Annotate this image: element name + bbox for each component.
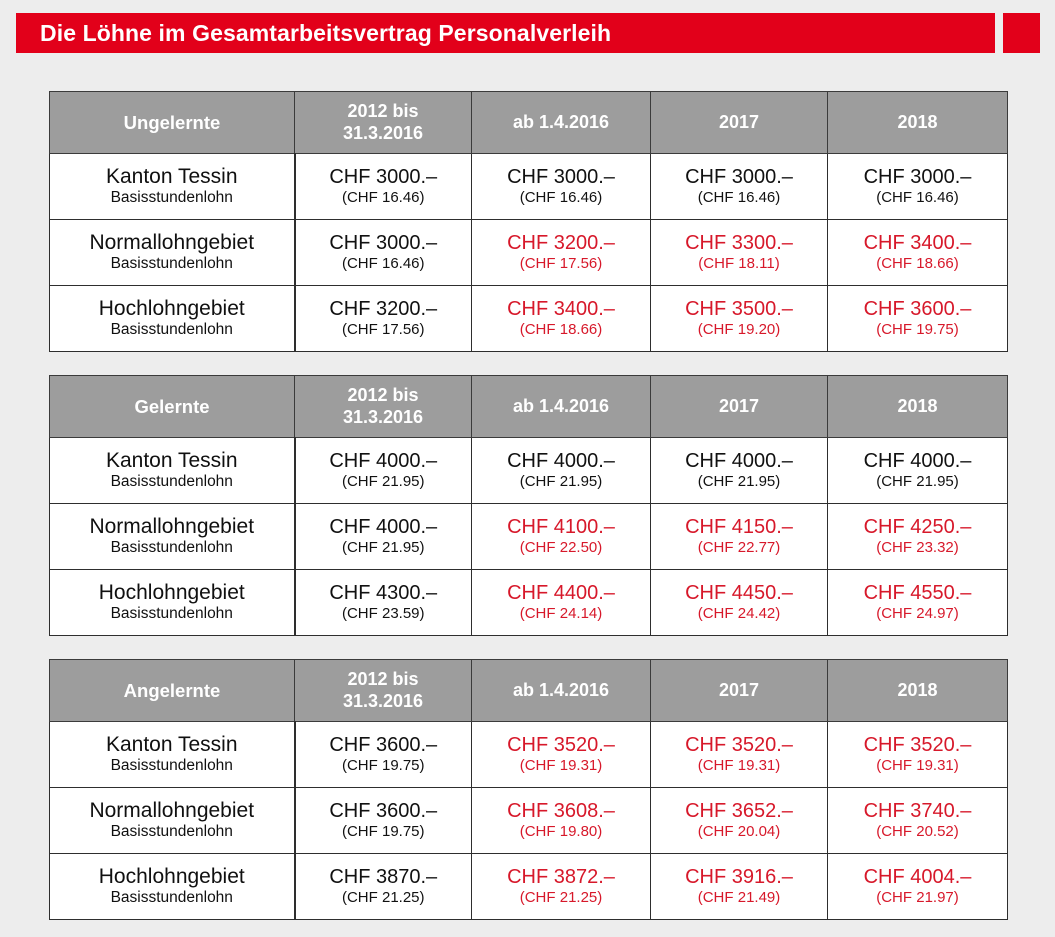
monthly-wage-value: CHF 3200.–	[329, 297, 438, 320]
hourly-wage-value: (CHF 18.66)	[519, 321, 603, 339]
wage-table-ungelernte	[49, 91, 1008, 352]
monthly-wage-value: CHF 3870.–	[329, 865, 438, 888]
column-header-category: Angelernte	[50, 660, 295, 722]
table-header-row	[50, 660, 1008, 722]
hourly-wage-value: (CHF 22.50)	[519, 539, 603, 557]
wage-value-cell	[651, 220, 828, 286]
column-header-line-2: 31.3.2016	[342, 122, 424, 143]
monthly-wage-value: CHF 4000.–	[685, 449, 793, 472]
monthly-wage-value: CHF 4400.–	[507, 581, 615, 604]
row-label-cell	[50, 722, 295, 788]
monthly-wage-value: CHF 3000.–	[329, 231, 438, 254]
row-label-cell	[50, 154, 295, 220]
hourly-wage-value: (CHF 21.95)	[519, 473, 603, 491]
wage-value-cell	[472, 504, 651, 570]
wage-value-cell	[828, 220, 1008, 286]
wage-value-cell	[472, 570, 651, 636]
hourly-wage-value: (CHF 21.25)	[519, 889, 603, 907]
monthly-wage-value: CHF 4000.–	[329, 515, 438, 538]
hourly-wage-value: (CHF 19.31)	[876, 757, 959, 775]
column-header-period-2018: 2018	[828, 376, 1008, 438]
wage-value-cell	[828, 570, 1008, 636]
hourly-wage-value: (CHF 19.75)	[876, 321, 959, 339]
column-header-line-1: 2012 bis	[347, 101, 419, 122]
wage-value-cell	[651, 438, 828, 504]
wage-table-gelernte	[49, 375, 1008, 636]
hourly-wage-value: (CHF 24.97)	[876, 605, 959, 623]
wage-value-cell	[295, 154, 472, 220]
wage-tables-container	[49, 91, 1007, 920]
row-sublabel: Basisstundenlohn	[110, 889, 233, 907]
hourly-wage-value: (CHF 16.46)	[876, 189, 959, 207]
wage-value-cell	[828, 438, 1008, 504]
wage-value-cell	[651, 286, 828, 352]
table-row	[50, 722, 1008, 788]
monthly-wage-value: CHF 3200.–	[507, 231, 615, 254]
row-sublabel: Basisstundenlohn	[110, 539, 233, 557]
column-header-period-2017: 2017	[651, 376, 828, 438]
row-label: Normallohngebiet	[89, 231, 255, 255]
table-header-row	[50, 376, 1008, 438]
wage-value-cell	[295, 854, 472, 920]
monthly-wage-value: CHF 3520.–	[685, 733, 793, 756]
title-banner-main	[16, 13, 995, 53]
wage-value-cell	[651, 570, 828, 636]
table-row	[50, 504, 1008, 570]
hourly-wage-value: (CHF 19.75)	[341, 823, 425, 841]
row-label: Hochlohngebiet	[98, 865, 245, 889]
monthly-wage-value: CHF 3400.–	[507, 297, 615, 320]
monthly-wage-value: CHF 4004.–	[863, 865, 972, 888]
column-header-period-2016: ab 1.4.2016	[472, 660, 651, 722]
monthly-wage-value: CHF 3740.–	[863, 799, 972, 822]
wage-value-cell	[828, 854, 1008, 920]
wage-value-cell	[828, 788, 1008, 854]
column-header-period-2018: 2018	[828, 660, 1008, 722]
title-banner	[16, 13, 1040, 53]
table-row	[50, 854, 1008, 920]
column-header-period-2016: ab 1.4.2016	[472, 376, 651, 438]
wage-value-cell	[828, 722, 1008, 788]
hourly-wage-value: (CHF 17.56)	[519, 255, 603, 273]
monthly-wage-value: CHF 3520.–	[507, 733, 615, 756]
wage-value-cell	[295, 722, 472, 788]
column-header-line-1: 2012 bis	[347, 385, 419, 406]
hourly-wage-value: (CHF 24.14)	[519, 605, 603, 623]
monthly-wage-value: CHF 3608.–	[507, 799, 615, 822]
column-header-period-2017: 2017	[651, 660, 828, 722]
monthly-wage-value: CHF 3520.–	[863, 733, 972, 756]
monthly-wage-value: CHF 3300.–	[685, 231, 793, 254]
page-title: Die Löhne im Gesamtarbeitsvertrag Personalverleih	[40, 19, 612, 46]
monthly-wage-value: CHF 3000.–	[507, 165, 615, 188]
hourly-wage-value: (CHF 21.95)	[697, 473, 781, 491]
column-header-period-2018: 2018	[828, 92, 1008, 154]
column-header-period-2012	[295, 92, 472, 154]
wage-value-cell	[472, 722, 651, 788]
wage-value-cell	[295, 286, 472, 352]
monthly-wage-value: CHF 3000.–	[863, 165, 972, 188]
monthly-wage-value: CHF 3500.–	[685, 297, 793, 320]
row-label: Normallohngebiet	[89, 515, 255, 539]
row-sublabel: Basisstundenlohn	[110, 757, 233, 775]
row-label: Normallohngebiet	[89, 799, 255, 823]
wage-value-cell	[295, 220, 472, 286]
wage-value-cell	[472, 438, 651, 504]
column-header-category: Ungelernte	[50, 92, 295, 154]
wage-value-cell	[651, 722, 828, 788]
hourly-wage-value: (CHF 24.42)	[697, 605, 781, 623]
monthly-wage-value: CHF 4300.–	[329, 581, 438, 604]
row-label-cell	[50, 504, 295, 570]
hourly-wage-value: (CHF 18.11)	[698, 255, 780, 273]
row-label: Kanton Tessin	[105, 733, 238, 757]
monthly-wage-value: CHF 4250.–	[863, 515, 972, 538]
column-header-line-2: 31.3.2016	[342, 690, 424, 711]
wage-value-cell	[295, 438, 472, 504]
row-label: Hochlohngebiet	[98, 581, 245, 605]
table-row	[50, 220, 1008, 286]
wage-value-cell	[295, 570, 472, 636]
row-sublabel: Basisstundenlohn	[110, 823, 233, 841]
row-label-cell	[50, 438, 295, 504]
table-row	[50, 438, 1008, 504]
hourly-wage-value: (CHF 19.80)	[519, 823, 603, 841]
hourly-wage-value: (CHF 21.49)	[697, 889, 781, 907]
hourly-wage-value: (CHF 16.46)	[697, 189, 781, 207]
hourly-wage-value: (CHF 19.31)	[519, 757, 603, 775]
wage-value-cell	[295, 504, 472, 570]
row-sublabel: Basisstundenlohn	[110, 605, 233, 623]
row-label: Kanton Tessin	[105, 449, 238, 473]
row-sublabel: Basisstundenlohn	[110, 321, 233, 339]
table-row	[50, 570, 1008, 636]
table-row	[50, 154, 1008, 220]
monthly-wage-value: CHF 3652.–	[685, 799, 793, 822]
wage-value-cell	[828, 286, 1008, 352]
column-header-line-1: 2012 bis	[347, 669, 419, 690]
table-row	[50, 788, 1008, 854]
row-sublabel: Basisstundenlohn	[110, 255, 233, 273]
monthly-wage-value: CHF 3400.–	[863, 231, 972, 254]
column-header-period-2012	[295, 660, 472, 722]
wage-value-cell	[651, 504, 828, 570]
row-label-cell	[50, 854, 295, 920]
hourly-wage-value: (CHF 21.97)	[876, 889, 959, 907]
row-label-cell	[50, 220, 295, 286]
column-header-period-2017: 2017	[651, 92, 828, 154]
wage-value-cell	[472, 788, 651, 854]
hourly-wage-value: (CHF 21.95)	[876, 473, 959, 491]
monthly-wage-value: CHF 4000.–	[329, 449, 438, 472]
title-banner-tab	[1003, 13, 1040, 53]
column-header-category: Gelernte	[50, 376, 295, 438]
row-label-cell	[50, 788, 295, 854]
monthly-wage-value: CHF 4150.–	[685, 515, 793, 538]
hourly-wage-value: (CHF 21.95)	[341, 473, 425, 491]
row-sublabel: Basisstundenlohn	[110, 473, 233, 491]
monthly-wage-value: CHF 3600.–	[863, 297, 972, 320]
hourly-wage-value: (CHF 20.04)	[697, 823, 781, 841]
monthly-wage-value: CHF 3872.–	[507, 865, 615, 888]
hourly-wage-value: (CHF 19.31)	[697, 757, 781, 775]
monthly-wage-value: CHF 4550.–	[863, 581, 972, 604]
monthly-wage-value: CHF 3600.–	[329, 799, 438, 822]
hourly-wage-value: (CHF 17.56)	[341, 321, 425, 339]
column-header-period-2016: ab 1.4.2016	[472, 92, 651, 154]
hourly-wage-value: (CHF 21.95)	[341, 539, 425, 557]
hourly-wage-value: (CHF 23.32)	[876, 539, 959, 557]
table-header-row	[50, 92, 1008, 154]
wage-value-cell	[472, 286, 651, 352]
wage-value-cell	[828, 154, 1008, 220]
monthly-wage-value: CHF 3000.–	[685, 165, 793, 188]
wage-value-cell	[472, 854, 651, 920]
row-label: Hochlohngebiet	[98, 297, 245, 321]
monthly-wage-value: CHF 3916.–	[685, 865, 793, 888]
wage-value-cell	[295, 788, 472, 854]
row-sublabel: Basisstundenlohn	[110, 189, 233, 207]
wage-value-cell	[472, 220, 651, 286]
hourly-wage-value: (CHF 18.66)	[876, 255, 959, 273]
wage-value-cell	[651, 154, 828, 220]
monthly-wage-value: CHF 4100.–	[507, 515, 615, 538]
hourly-wage-value: (CHF 16.46)	[341, 189, 425, 207]
monthly-wage-value: CHF 4000.–	[507, 449, 615, 472]
monthly-wage-value: CHF 4450.–	[685, 581, 793, 604]
row-label: Kanton Tessin	[105, 165, 238, 189]
hourly-wage-value: (CHF 19.75)	[341, 757, 425, 775]
wage-table-angelernte	[49, 659, 1008, 920]
wage-value-cell	[828, 504, 1008, 570]
monthly-wage-value: CHF 4000.–	[863, 449, 972, 472]
wage-value-cell	[472, 154, 651, 220]
hourly-wage-value: (CHF 20.52)	[876, 823, 959, 841]
wage-value-cell	[651, 788, 828, 854]
column-header-line-2: 31.3.2016	[342, 406, 424, 427]
hourly-wage-value: (CHF 22.77)	[697, 539, 781, 557]
wage-value-cell	[651, 854, 828, 920]
monthly-wage-value: CHF 3000.–	[329, 165, 438, 188]
hourly-wage-value: (CHF 16.46)	[519, 189, 603, 207]
hourly-wage-value: (CHF 19.20)	[697, 321, 781, 339]
row-label-cell	[50, 570, 295, 636]
column-header-period-2012	[295, 376, 472, 438]
hourly-wage-value: (CHF 16.46)	[341, 255, 425, 273]
hourly-wage-value: (CHF 21.25)	[341, 889, 425, 907]
row-label-cell	[50, 286, 295, 352]
hourly-wage-value: (CHF 23.59)	[341, 605, 425, 623]
monthly-wage-value: CHF 3600.–	[329, 733, 438, 756]
table-row	[50, 286, 1008, 352]
